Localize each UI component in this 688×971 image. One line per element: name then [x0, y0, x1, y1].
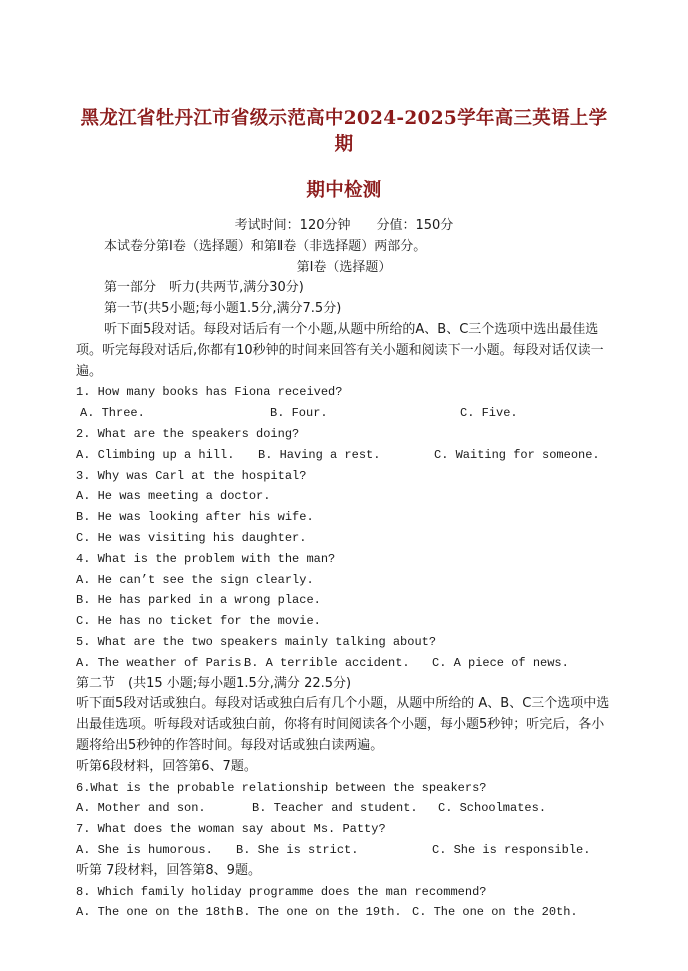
option-a: A. Climbing up a hill.: [76, 447, 235, 462]
option-b: B. A terrible accident.: [244, 655, 410, 670]
exam-info: 考试时间：120分钟 分值：150分: [234, 218, 454, 233]
question-2-options: [76, 445, 612, 466]
option-c: C. He was visiting his daughter.: [76, 530, 307, 545]
option-a: A. He can’t see the sign clearly.: [76, 572, 314, 587]
section2-instructions: 听下面5段对话或独白。每段对话或独白后有几个小题，从题中所给的 A、B、C三个选项中选出最佳选项。听每段对话或独白前，你将有时间阅读各个小题，每小题5秒钟；听完后，各小题将给出5秒钟的作答时间。每段对话或独白读两遍。: [76, 696, 610, 753]
option-b: B. Teacher and student.: [252, 801, 418, 816]
option-a: A. The weather of Paris.: [76, 655, 249, 670]
section1-instructions: 听下面5段对话。每段对话后有一个小题,从题中所给的A、B、C三个选项中选出最佳选项。听完每段对话后,你都有10秒钟的时间来回答有关小题和阅读下一小题。每段对话仅读一遍。: [76, 321, 604, 379]
intro-text: 本试卷分第Ⅰ卷（选择题）和第Ⅱ卷（非选择题）两部分。: [104, 238, 427, 254]
question-1-options: [76, 403, 612, 424]
option-a: A. Three.: [80, 406, 145, 421]
option-c: C. Waiting for someone.: [434, 447, 600, 462]
option-c: C. Schoolmates.: [438, 801, 547, 816]
option-a: A. He was meeting a doctor.: [76, 489, 271, 504]
option-b: B. He was looking after his wife.: [76, 510, 314, 525]
option-c: C. He has no ticket for the movie.: [76, 614, 321, 629]
question-6: 6.What is the probable relationship between the speakers?: [76, 780, 487, 795]
option-c: C. Five.: [460, 406, 518, 421]
option-b: B. The one on the 19th.: [236, 905, 402, 920]
question-1: 1. How many books has Fiona received?: [76, 385, 343, 400]
question-2: 2. What are the speakers doing?: [76, 426, 300, 441]
option-b: B. Having a rest.: [258, 447, 381, 462]
option-a: A. Mother and son.: [76, 801, 206, 816]
section2-heading: 第二节 (共15 小题;每小题1.5分,满分 22.5分): [76, 675, 352, 691]
question-7-options: [76, 840, 612, 861]
material-7-note: 听第 7段材料，回答第8、9题。: [76, 862, 261, 878]
question-8: 8. Which family holiday programme does the man recommend?: [76, 884, 487, 899]
option-c: C. She is responsible.: [432, 842, 591, 857]
section1-heading: 第一节(共5小题;每小题1.5分,满分7.5分): [104, 301, 342, 317]
question-7: 7. What does the woman say about Ms. Patty?: [76, 822, 386, 837]
option-a: A. The one on the 18th.: [76, 905, 242, 920]
option-a: A. She is humorous.: [76, 842, 213, 857]
exam-title-line2: 期中检测: [306, 180, 382, 201]
material-6-note: 听第6段材料，回答第6、7题。: [76, 758, 257, 774]
volume-heading: 第Ⅰ卷（选择题）: [296, 259, 392, 275]
option-b: B. He has parked in a wrong place.: [76, 593, 321, 608]
exam-title-line1: 黑龙江省牡丹江市省级示范高中2024-2025学年高三英语上学期: [80, 108, 608, 155]
question-5: 5. What are the two speakers mainly talking about?: [76, 634, 437, 649]
option-c: C. A piece of news.: [432, 655, 569, 670]
option-b: B. She is strict.: [236, 842, 359, 857]
question-4: 4. What is the problem with the man?: [76, 551, 336, 566]
question-5-options: [76, 653, 612, 674]
part1-heading: 第一部分 听力(共两节,满分30分): [104, 280, 304, 296]
question-6-options: [76, 798, 612, 819]
option-b: B. Four.: [270, 406, 328, 421]
question-8-options: [76, 902, 612, 923]
question-3: 3. Why was Carl at the hospital?: [76, 468, 307, 483]
option-c: C. The one on the 20th.: [412, 905, 578, 920]
